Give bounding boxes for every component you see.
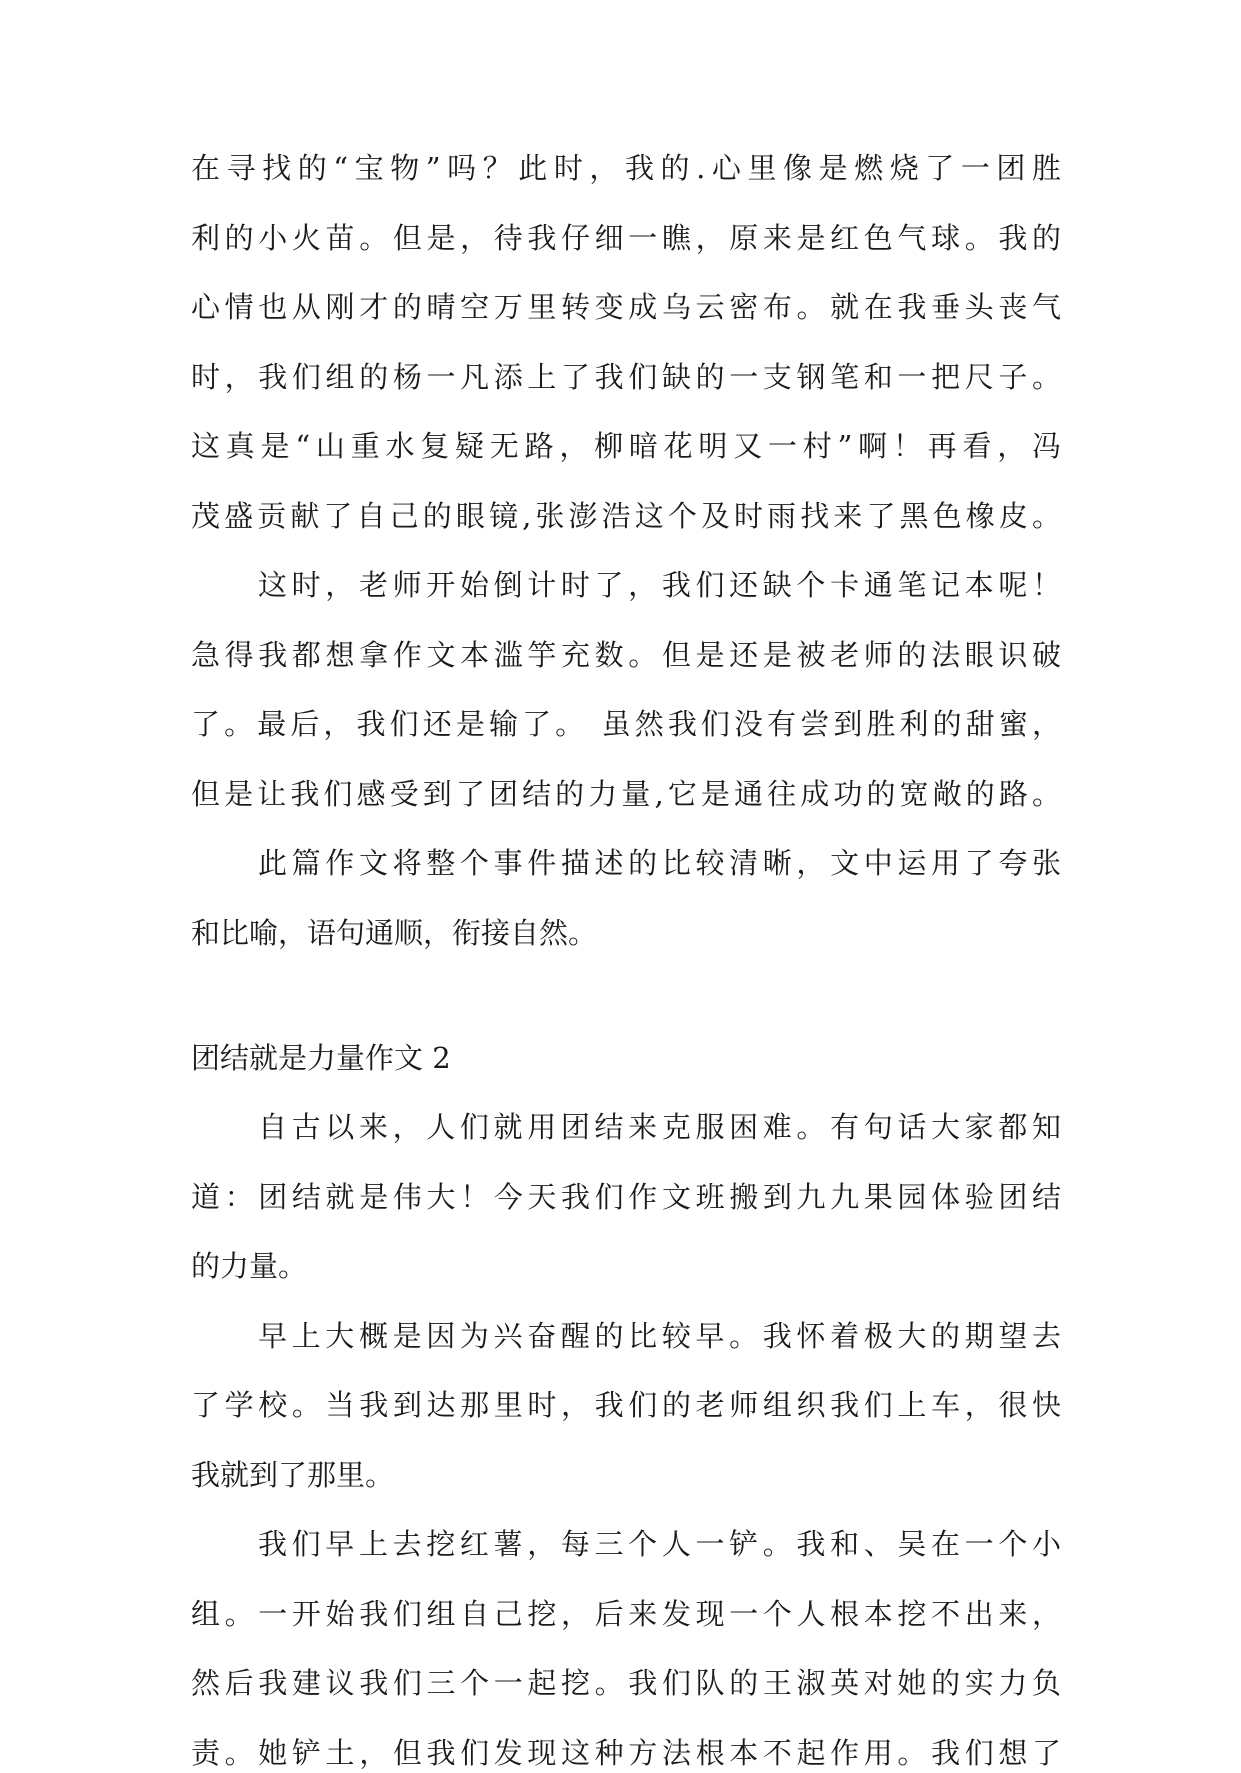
text-line: 这真是“山重水复疑无路，柳暗花明又一村”啊！再看，冯 [191, 429, 1061, 463]
paragraph-first-line: 自古以来，人们就用团结来克服困难。有句话大家都知 [258, 1110, 1061, 1144]
paragraph-first-line: 我们早上去挖红薯，每三个人一铲。我和、吴在一个小 [258, 1527, 1061, 1561]
text-line: 了。最后，我们还是输了。 虽然我们没有尝到胜利的甜蜜， [191, 707, 1061, 741]
text-line: 然后我建议我们三个一起挖。我们队的王淑英对她的实力负 [191, 1666, 1061, 1700]
text-line: 责。她铲土，但我们发现这种方法根本不起作用。我们想了 [191, 1736, 1061, 1770]
paragraph-first-line: 早上大概是因为兴奋醒的比较早。我怀着极大的期望去 [258, 1319, 1061, 1353]
text-line: 了学校。当我到达那里时，我们的老师组织我们上车，很快 [191, 1388, 1061, 1422]
text-line: 茂盛贡献了自己的眼镜,张澎浩这个及时雨找来了黑色橡皮。 [191, 499, 1061, 533]
paragraph-first-line: 这时，老师开始倒计时了，我们还缺个卡通笔记本呢！ [258, 568, 1061, 602]
text-line: 心情也从刚才的晴空万里转变成乌云密布。就在我垂头丧气 [191, 290, 1061, 324]
text-line: 道：团结就是伟大！今天我们作文班搬到九九果园体验团结 [191, 1180, 1061, 1214]
text-line: 急得我都想拿作文本滥竽充数。但是还是被老师的法眼识破 [191, 638, 1061, 672]
text-line: 的力量。 [191, 1249, 308, 1283]
text-line: 利的小火苗。但是，待我仔细一瞧，原来是红色气球。我的 [191, 221, 1061, 255]
text-line: 我就到了那里。 [191, 1458, 395, 1492]
text-line: 和比喻，语句通顺，衔接自然。 [191, 916, 598, 950]
text-line: 在寻找的“宝物”吗？此时，我的.心里像是燃烧了一团胜 [191, 151, 1061, 185]
text-line: 组。一开始我们组自己挖，后来发现一个人根本挖不出来， [191, 1597, 1061, 1631]
text-line: 但是让我们感受到了团结的力量,它是通往成功的宽敞的路。 [191, 777, 1061, 811]
essay-title: 团结就是力量作文 2 [191, 1041, 451, 1075]
text-line: 时，我们组的杨一凡添上了我们缺的一支钢笔和一把尺子。 [191, 360, 1061, 394]
paragraph-first-line: 此篇作文将整个事件描述的比较清晰，文中运用了夸张 [258, 846, 1061, 880]
